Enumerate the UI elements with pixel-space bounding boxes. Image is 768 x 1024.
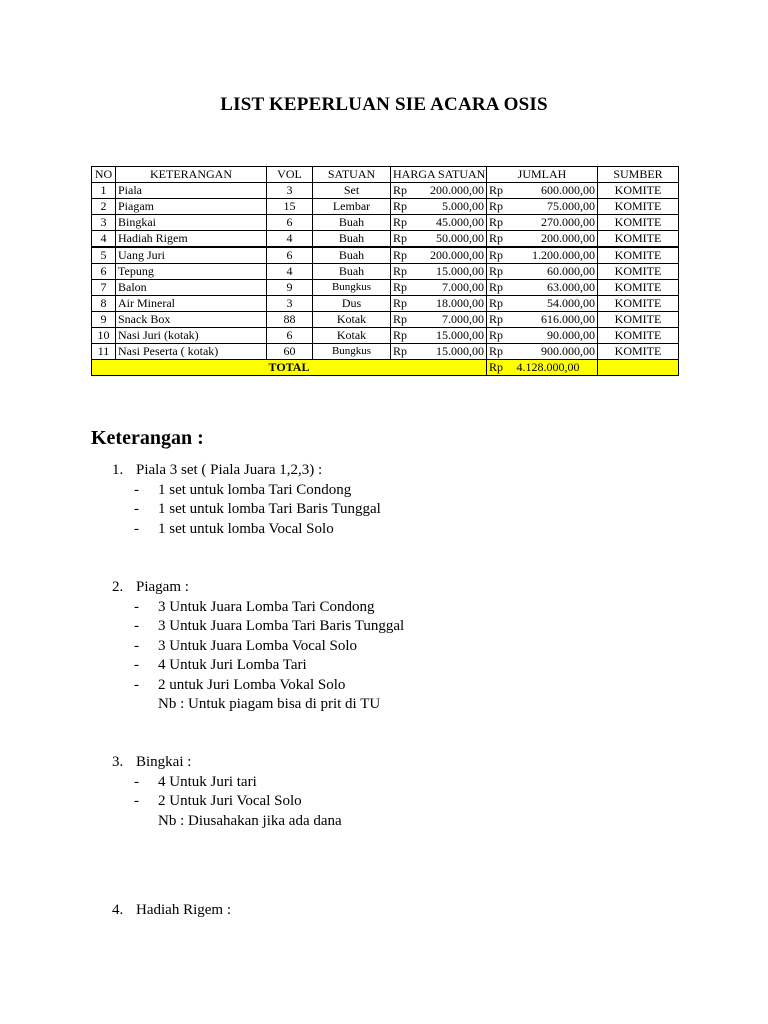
cell-satuan: Buah (313, 264, 391, 280)
item-heading: Hadiah Rigem : (136, 902, 231, 918)
table-row (92, 296, 679, 312)
note-line: Nb : Diusahakan jika ada dana (158, 812, 342, 829)
cell-harga: 50.000,00 (415, 231, 487, 248)
cell-keterangan: Balon (116, 280, 267, 296)
bullet-text: 3 Untuk Juara Lomba Tari Baris Tunggal (158, 618, 405, 634)
dash-bullet: - (134, 501, 139, 517)
bullet-text: 1 set untuk lomba Tari Condong (158, 481, 352, 498)
cell-currency: Rp (391, 312, 415, 328)
cell-jumlah: 60.000,00 (511, 264, 598, 280)
cell-keterangan: Bingkai (116, 215, 267, 231)
cell-satuan: Dus (313, 296, 391, 312)
header-vol: VOL (267, 167, 313, 183)
document-title: LIST KEPERLUAN SIE ACARA OSIS (220, 94, 548, 115)
cell-currency: Rp (487, 264, 511, 280)
header-no: NO (92, 167, 116, 183)
dash-bullet: - (134, 637, 139, 654)
table-row (92, 344, 679, 360)
item-number: 2. (112, 579, 124, 595)
cell-satuan: Buah (313, 215, 391, 231)
table-row (92, 199, 679, 215)
bullet-text: 1 set untuk lomba Vocal Solo (158, 520, 334, 537)
cell-keterangan: Tepung (116, 264, 267, 280)
cell-currency: Rp (391, 247, 415, 264)
cell-sumber: KOMITE (598, 215, 679, 231)
cell-vol: 3 (267, 183, 313, 199)
cell-currency: Rp (487, 199, 511, 215)
cell-vol: 88 (267, 312, 313, 328)
cell-jumlah: 63.000,00 (511, 280, 598, 296)
item-heading: Bingkai : (136, 754, 192, 770)
table-row (92, 328, 679, 344)
dash-bullet: - (134, 773, 139, 790)
cell-jumlah: 900.000,00 (511, 344, 598, 360)
bullet-text: 1 set untuk lomba Tari Baris Tunggal (158, 501, 381, 517)
cell-currency: Rp (487, 280, 511, 296)
cell-keterangan: Piala (116, 183, 267, 199)
bullet-text: 4 Untuk Juri Lomba Tari (158, 657, 307, 673)
cell-sumber: KOMITE (598, 328, 679, 344)
cell-satuan: Kotak (313, 312, 391, 328)
cell-currency: Rp (391, 328, 415, 344)
cell-vol: 6 (267, 215, 313, 231)
cell-sumber: KOMITE (598, 231, 679, 248)
table-row (92, 312, 679, 328)
total-label: TOTAL (92, 360, 487, 376)
cell-keterangan: Uang Juri (116, 247, 267, 264)
cell-currency: Rp (391, 296, 415, 312)
header-jumlah: JUMLAH (487, 167, 598, 183)
cell-keterangan: Nasi Peserta ( kotak) (116, 344, 267, 360)
table-header-row (92, 167, 679, 183)
cell-satuan: Buah (313, 247, 391, 264)
header-keterangan: KETERANGAN (116, 167, 267, 183)
cell-sumber: KOMITE (598, 247, 679, 264)
cell-keterangan: Air Mineral (116, 296, 267, 312)
cell-keterangan: Snack Box (116, 312, 267, 328)
cell-vol: 6 (267, 247, 313, 264)
table-row (92, 231, 679, 248)
cell-satuan: Kotak (313, 328, 391, 344)
table-row (92, 183, 679, 199)
cell-sumber: KOMITE (598, 264, 679, 280)
cell-sumber: KOMITE (598, 183, 679, 199)
cell-vol: 3 (267, 296, 313, 312)
cell-harga: 45.000,00 (415, 215, 487, 231)
cell-keterangan: Nasi Juri (kotak) (116, 328, 267, 344)
cell-harga: 5.000,00 (415, 199, 487, 215)
cell-sumber: KOMITE (598, 199, 679, 215)
cell-satuan: Set (313, 183, 391, 199)
cell-vol: 6 (267, 328, 313, 344)
cell-harga: 7.000,00 (415, 280, 487, 296)
cell-jumlah: 270.000,00 (511, 215, 598, 231)
dash-bullet: - (134, 657, 139, 673)
cell-currency: Rp (391, 199, 415, 215)
header-harga-satuan: HARGA SATUAN (391, 167, 487, 183)
cell-currency: Rp (487, 312, 511, 328)
cell-currency: Rp (487, 183, 511, 199)
cell-currency: Rp (391, 280, 415, 296)
bullet-text: 3 Untuk Juara Lomba Vocal Solo (158, 637, 358, 654)
cell-vol: 60 (267, 344, 313, 360)
cell-jumlah: 200.000,00 (511, 231, 598, 248)
cell-vol: 4 (267, 264, 313, 280)
cell-currency: Rp (487, 344, 511, 360)
item-number: 4. (112, 902, 124, 918)
item-number: 3. (112, 754, 124, 770)
cell-currency: Rp (487, 328, 511, 344)
cell-currency: Rp (391, 183, 415, 199)
cell-currency: Rp (487, 231, 511, 248)
dash-bullet: - (134, 618, 139, 634)
bullet-text: 3 Untuk Juara Lomba Tari Condong (158, 598, 375, 615)
item-heading: Piala 3 set ( Piala Juara 1,2,3) : (136, 462, 323, 478)
cell-no: 4 (92, 231, 116, 248)
keterangan-heading: Keterangan : (91, 427, 204, 449)
total-value: 4.128.000,00 (511, 360, 598, 376)
header-sumber: SUMBER (598, 167, 679, 183)
cell-satuan: Buah (313, 231, 391, 248)
total-sumber-empty (598, 360, 679, 376)
cell-harga: 15.000,00 (415, 344, 487, 360)
table-row (92, 215, 679, 231)
cell-no: 9 (92, 312, 116, 328)
cell-currency: Rp (391, 344, 415, 360)
dash-bullet: - (134, 481, 139, 498)
cell-no: 6 (92, 264, 116, 280)
cell-sumber: KOMITE (598, 312, 679, 328)
table-row (92, 247, 679, 264)
cell-jumlah: 75.000,00 (511, 199, 598, 215)
dash-bullet: - (134, 520, 139, 537)
dash-bullet: - (134, 598, 139, 615)
cell-keterangan: Hadiah Rigem (116, 231, 267, 248)
cell-harga: 15.000,00 (415, 328, 487, 344)
cell-no: 3 (92, 215, 116, 231)
cell-sumber: KOMITE (598, 280, 679, 296)
cell-harga: 200.000,00 (415, 183, 487, 199)
cell-no: 10 (92, 328, 116, 344)
cell-no: 7 (92, 280, 116, 296)
dash-bullet: - (134, 793, 139, 809)
cell-no: 5 (92, 247, 116, 264)
cell-harga: 15.000,00 (415, 264, 487, 280)
bullet-text: 2 Untuk Juri Vocal Solo (158, 793, 302, 809)
cell-harga: 7.000,00 (415, 312, 487, 328)
cell-satuan: Bungkus (313, 280, 391, 296)
cell-no: 8 (92, 296, 116, 312)
cell-jumlah: 616.000,00 (511, 312, 598, 328)
cell-harga: 18.000,00 (415, 296, 487, 312)
header-satuan: SATUAN (313, 167, 391, 183)
cell-satuan: Lembar (313, 199, 391, 215)
note-line: Nb : Untuk piagam bisa di prit di TU (158, 696, 381, 712)
cell-no: 2 (92, 199, 116, 215)
cell-vol: 4 (267, 231, 313, 248)
cell-no: 11 (92, 344, 116, 360)
cell-currency: Rp (391, 264, 415, 280)
dash-bullet: - (134, 676, 139, 693)
cell-currency: Rp (487, 215, 511, 231)
cell-vol: 15 (267, 199, 313, 215)
bullet-text: 4 Untuk Juri tari (158, 773, 257, 790)
cell-currency: Rp (487, 247, 511, 264)
bullet-text: 2 untuk Juri Lomba Vokal Solo (158, 676, 346, 693)
cell-jumlah: 600.000,00 (511, 183, 598, 199)
total-row (92, 360, 679, 376)
cell-keterangan: Piagam (116, 199, 267, 215)
cell-harga: 200.000,00 (415, 247, 487, 264)
cell-jumlah: 54.000,00 (511, 296, 598, 312)
cell-jumlah: 90.000,00 (511, 328, 598, 344)
cell-no: 1 (92, 183, 116, 199)
item-heading: Piagam : (136, 579, 189, 595)
cell-sumber: KOMITE (598, 296, 679, 312)
cell-currency: Rp (487, 296, 511, 312)
cell-jumlah: 1.200.000,00 (511, 247, 598, 264)
cell-currency: Rp (391, 231, 415, 248)
cell-satuan: Bungkus (313, 344, 391, 360)
table-row (92, 264, 679, 280)
total-currency: Rp (487, 360, 511, 376)
table-row (92, 280, 679, 296)
cell-currency: Rp (391, 215, 415, 231)
budget-table (91, 166, 679, 376)
item-number: 1. (112, 462, 124, 478)
cell-sumber: KOMITE (598, 344, 679, 360)
cell-vol: 9 (267, 280, 313, 296)
